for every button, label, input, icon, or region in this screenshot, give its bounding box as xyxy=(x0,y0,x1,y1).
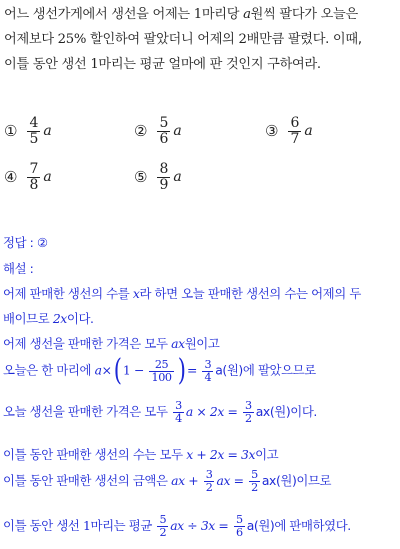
solution-line-7 xyxy=(3,469,331,494)
fraction xyxy=(157,116,170,146)
numerator: 3 xyxy=(175,399,182,412)
fraction xyxy=(173,400,184,425)
text: 어제 판매한 생선의 수를 xyxy=(3,286,130,301)
text: 원이고 xyxy=(184,336,220,351)
numerator: 7 xyxy=(29,161,39,177)
denominator: 2 xyxy=(159,525,167,539)
solution-line-8 xyxy=(3,514,351,539)
math-expression: 1 − xyxy=(122,362,144,378)
number: 2 xyxy=(238,32,247,47)
solution-line-2 xyxy=(3,309,94,327)
fraction xyxy=(249,469,260,494)
denominator: 7 xyxy=(290,130,300,147)
numerator: 6 xyxy=(290,115,300,131)
variable: x xyxy=(132,286,140,301)
solution-line-6 xyxy=(3,445,278,463)
choice-2[interactable] xyxy=(134,116,182,146)
text: 배이므로 xyxy=(3,311,50,326)
numerator: 3 xyxy=(205,468,213,481)
text: 마리는 평균 xyxy=(90,517,152,533)
variable: a xyxy=(94,362,102,378)
choice-number: ③ xyxy=(265,122,279,141)
denominator: 5 xyxy=(29,130,39,147)
explanation-label xyxy=(3,259,33,277)
answer-line xyxy=(3,233,48,251)
variable: a xyxy=(304,123,313,140)
denominator: 2 xyxy=(251,480,258,494)
denominator: 4 xyxy=(175,411,182,425)
denominator: 9 xyxy=(159,176,169,193)
number: 1 xyxy=(83,517,91,533)
text: 오늘 생선을 판매한 가격은 모두 xyxy=(3,403,168,419)
math-expression: x + 2x = 3x xyxy=(186,447,256,462)
text: 어제 생선을 판매한 가격은 모두 xyxy=(3,336,168,351)
open-paren: ( xyxy=(113,353,122,388)
denominator: 2 xyxy=(205,480,213,494)
fraction xyxy=(202,359,213,384)
text: 이틀 동안 판매한 생선의 금액은 xyxy=(3,472,168,488)
variable: a xyxy=(43,123,52,140)
problem-line-2 xyxy=(4,27,398,52)
text: 어제보다 xyxy=(4,32,54,47)
variable: a xyxy=(173,123,182,140)
numerator: 8 xyxy=(159,161,169,177)
choice-3[interactable] xyxy=(265,116,313,146)
fraction xyxy=(204,469,215,494)
text: 어느 생선가게에서 생선을 어제는 xyxy=(4,7,190,22)
numerator: 5 xyxy=(251,468,258,481)
text: 해설 : xyxy=(3,261,34,276)
fraction xyxy=(157,162,170,192)
number: 1 xyxy=(193,7,202,22)
times-sign: × xyxy=(101,362,112,378)
text: a(원)에 판매하였다. xyxy=(246,517,351,533)
text: 이틀 동안 판매한 생선의 수는 모두 xyxy=(3,447,183,462)
solution-line-4 xyxy=(3,353,316,388)
numerator: 5 xyxy=(159,115,169,131)
solution-line-1 xyxy=(3,284,361,302)
math-expression: a × 2x = xyxy=(185,403,238,419)
denominator: 2 xyxy=(245,411,252,425)
solution-line-3 xyxy=(3,334,219,352)
choice-number: ① xyxy=(4,122,18,141)
numerator: 3 xyxy=(245,399,252,412)
text: 배만큼 팔렸다. 이때, xyxy=(246,32,362,47)
close-paren: ) xyxy=(177,353,186,388)
choice-4[interactable] xyxy=(4,162,52,192)
choice-number: ② xyxy=(134,122,148,141)
math-expression: 2x xyxy=(52,311,67,326)
text: 할인하여 팔았더니 어제의 xyxy=(90,32,235,47)
text: a(원)에 팔았으므로 xyxy=(215,362,316,378)
text: ax(원)이다. xyxy=(255,403,317,419)
choice-1[interactable] xyxy=(4,116,52,146)
text: 이틀 동안 생선 xyxy=(4,57,87,72)
denominator: 6 xyxy=(235,525,243,539)
text: 라 하면 오늘 판매한 생선의 수는 어제의 두 xyxy=(139,286,361,301)
fraction xyxy=(157,514,168,539)
denominator: 100 xyxy=(151,370,172,384)
problem-text xyxy=(4,2,398,77)
text: 이고 xyxy=(255,447,279,462)
problem-line-3 xyxy=(4,52,398,77)
numerator: 4 xyxy=(29,115,39,131)
numerator: 25 xyxy=(154,357,169,371)
text: 마리당 xyxy=(201,7,240,22)
math-expression: ax ÷ 3x = xyxy=(170,517,229,533)
fraction xyxy=(234,514,245,539)
math-expression: ax + xyxy=(171,472,199,488)
equals-sign: = xyxy=(186,362,197,378)
choice-5[interactable] xyxy=(134,162,182,192)
numerator: 3 xyxy=(204,357,212,371)
text: 원씩 팔다가 오늘은 xyxy=(250,7,358,22)
math-expression: ax = xyxy=(216,472,244,488)
denominator: 8 xyxy=(29,176,39,193)
fraction xyxy=(149,359,173,384)
text: ax(원)이므로 xyxy=(261,472,332,488)
math-expression: ax xyxy=(171,336,185,351)
text: 이틀 동안 생선 xyxy=(3,517,80,533)
variable: a xyxy=(243,7,251,22)
answer-label: 정답 : ② xyxy=(3,235,48,250)
variable: a xyxy=(43,169,52,186)
fraction xyxy=(243,400,254,425)
problem-line-1 xyxy=(4,2,398,27)
denominator: 4 xyxy=(204,370,212,384)
choice-number: ④ xyxy=(4,168,18,187)
number: 1 xyxy=(90,57,99,72)
text: 오늘은 한 마리에 xyxy=(3,362,92,378)
variable: a xyxy=(173,169,182,186)
text: 이다. xyxy=(66,311,94,326)
fraction xyxy=(27,162,40,192)
numerator: 5 xyxy=(235,513,243,526)
text: 마리는 평균 얼마에 판 것인지 구하여라. xyxy=(98,57,321,72)
denominator: 6 xyxy=(159,130,169,147)
solution-line-5 xyxy=(3,400,317,425)
choice-number: ⑤ xyxy=(134,168,148,187)
fraction xyxy=(288,116,301,146)
percent: 25% xyxy=(57,32,87,47)
fraction xyxy=(27,116,40,146)
numerator: 5 xyxy=(159,513,167,526)
